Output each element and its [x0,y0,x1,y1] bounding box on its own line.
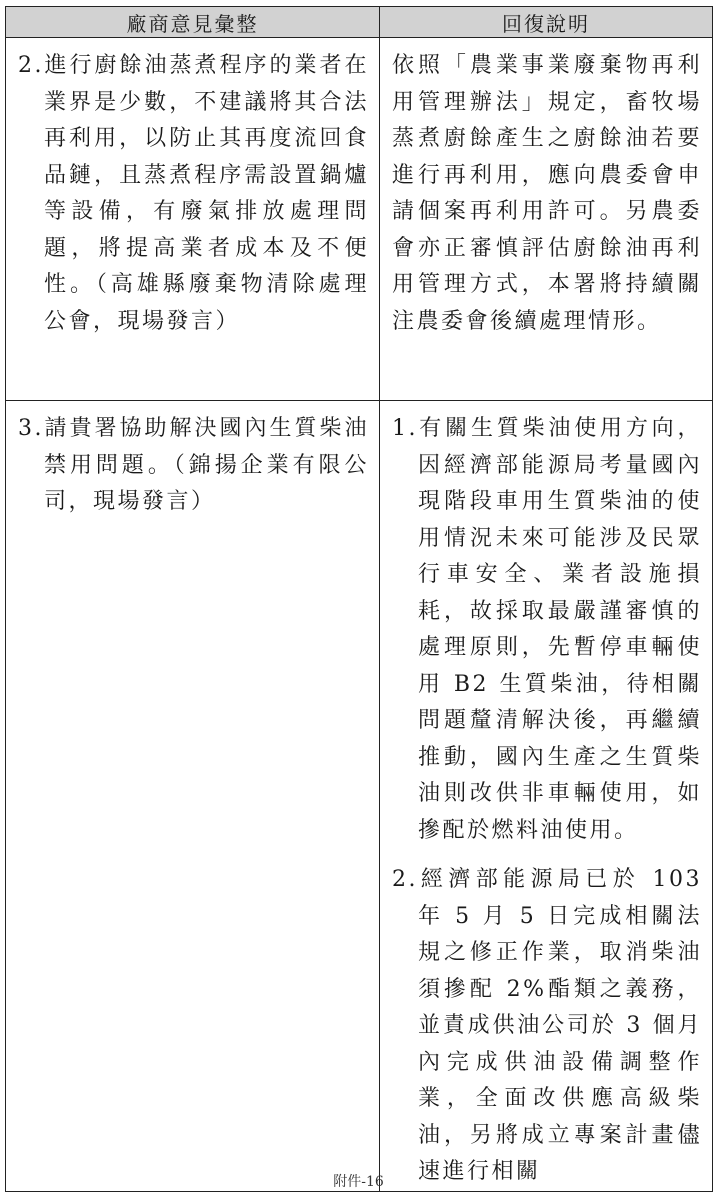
header-vendor-opinions: 廠商意見彙整 [6,7,380,38]
reply-text: 依照「農業事業廢棄物再利用管理辦法」規定，畜牧場蒸煮廚餘產生之廚餘油若要進行再利用，應向農委會申請個案再利用許可。另農委會亦正審慎評估廚餘油再利用管理方式，本署將持續關注農委會後續處理情形。 [392,53,702,334]
opinion-text: 2.進行廚餘油蒸煮程序的業者在業界是少數，不建議將其合法再利用，以防止其再度流回食品鏈，且蒸煮程序需設置鍋爐等設備，有廢氣排放處理問題，將提高業者成本及不便性。（高雄縣廢棄物清除處理公會，現場發言） [18,53,369,334]
reply-item: 1.有關生質柴油使用方向，因經濟部能源局考量國內現階段車用生質柴油的使用情況未來可能涉及民眾行車安全、業者設施損耗，故採取最嚴謹審慎的處理原則，先暫停車輛使用 B2 生質柴油，待相關問題釐清解決後，再繼續推動，國內生產之生質柴油則改供非車輛使用，如摻配於燃料油使用。 [392,416,702,843]
header-response: 回復說明 [380,7,713,38]
table-row [6,38,713,401]
table-header-row [6,7,713,38]
opinion-cell [6,401,380,1192]
reply-cell [380,38,713,401]
table-row [6,401,713,1192]
reply-item: 2.經濟部能源局已於 103 年 5 月 5 日完成相關法規之修正作業，取消柴油須摻配 2%酯類之義務，並責成供油公司於 3 個月內完成供油設備調整作業，全面改供應高級柴油，另將成立專案計畫儘速進行相關 [392,867,702,1184]
opinion-response-table [5,6,713,1192]
opinion-cell [6,38,380,401]
opinion-text: 3.請貴署協助解決國內生質柴油禁用問題。（錦揚企業有限公司，現場發言） [18,416,369,514]
page-footer-label: 附件-16 [333,1174,384,1190]
reply-cell [380,401,713,1192]
